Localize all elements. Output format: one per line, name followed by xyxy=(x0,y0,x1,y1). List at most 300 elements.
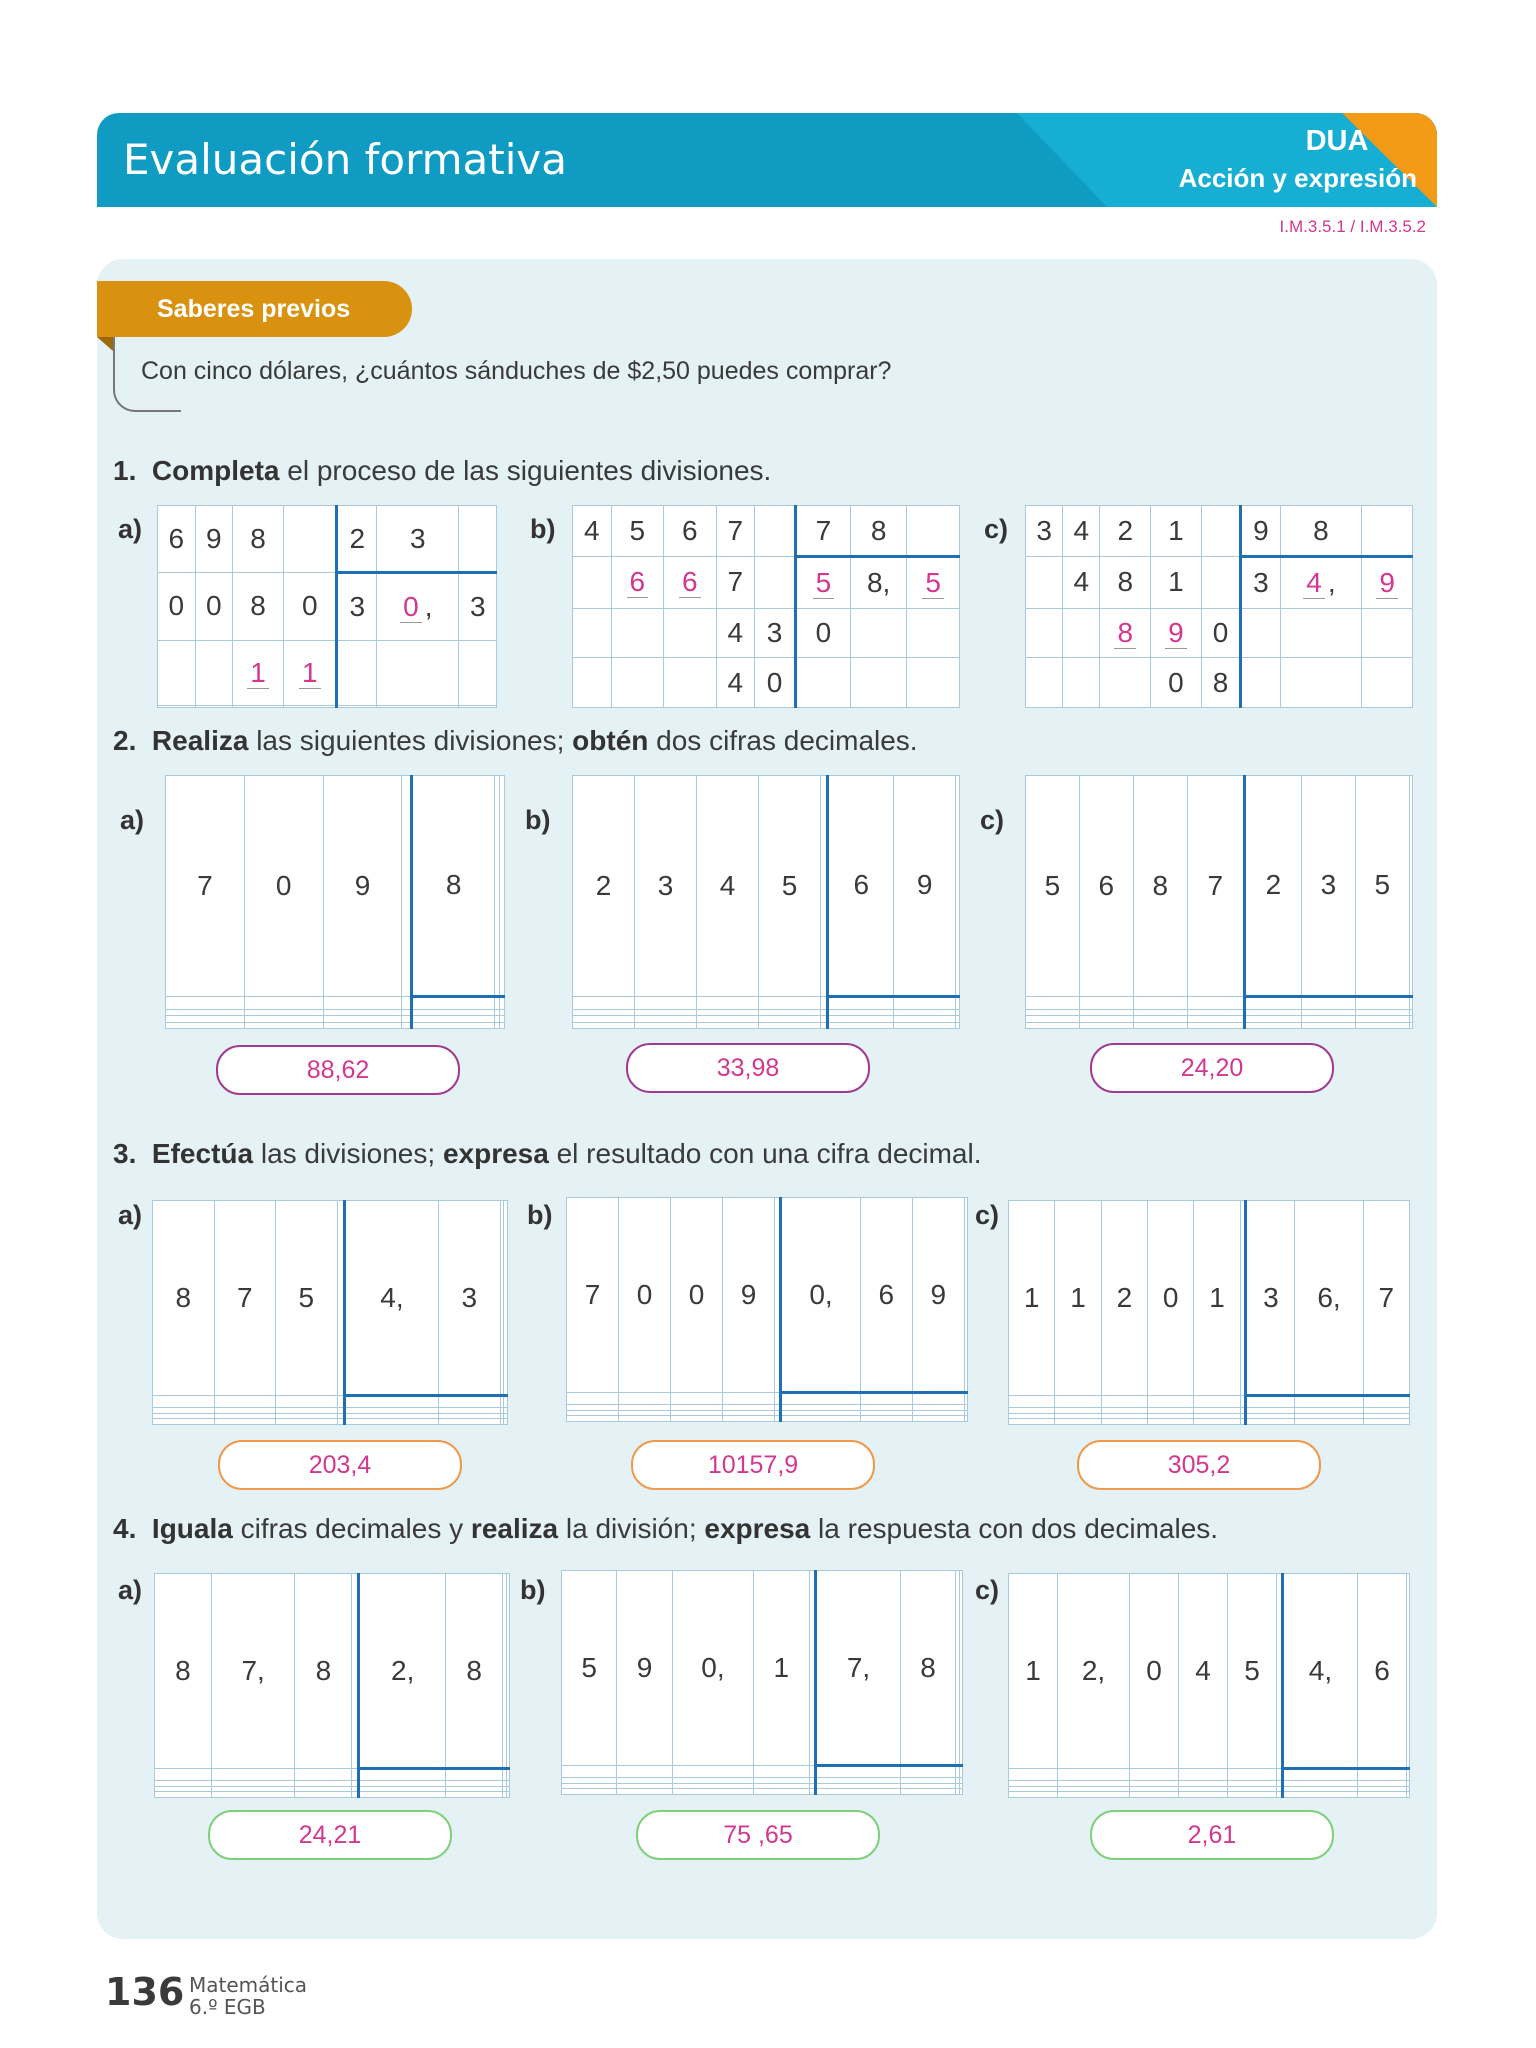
grid-cell xyxy=(411,996,495,1009)
grid-cell xyxy=(459,640,497,705)
grid-cell: 1 xyxy=(1009,1201,1055,1396)
division-grid-4b xyxy=(561,1570,963,1795)
grid-cell xyxy=(1148,1396,1194,1407)
q4-answer-a: 24,21 xyxy=(208,1810,452,1860)
grid-cell: 8 xyxy=(446,1574,503,1769)
grid-cell xyxy=(1130,1792,1179,1798)
grid-cell xyxy=(611,658,664,708)
grid-cell: 8 xyxy=(1280,506,1362,557)
subject-info xyxy=(189,1974,307,2018)
grid-cell xyxy=(1362,506,1413,557)
grid-cell xyxy=(672,1766,753,1777)
grid-cell xyxy=(567,1393,619,1404)
grid-row xyxy=(166,776,505,997)
question-2 xyxy=(113,725,918,757)
grid-cell xyxy=(244,1022,323,1029)
tab-fold xyxy=(97,337,113,351)
grid-cell: 7, xyxy=(816,1571,901,1766)
grid-cell xyxy=(611,557,664,608)
grid-cell xyxy=(1009,1792,1058,1798)
grid-cell: 0 xyxy=(244,776,323,997)
grid-cell xyxy=(1409,776,1412,997)
grid-cell: 5 xyxy=(562,1571,617,1766)
grid-cell xyxy=(900,1766,955,1777)
q2-bold-2: obtén xyxy=(572,725,649,756)
grid-cell xyxy=(912,1416,964,1422)
grid-row xyxy=(1026,776,1413,997)
grid-cell xyxy=(359,1769,446,1780)
previos-question: Con cinco dólares, ¿cuántos sánduches de $2,50 puedes comprar? xyxy=(141,357,892,385)
grid-cell: 0 xyxy=(1201,608,1240,658)
grid-cell xyxy=(233,640,284,705)
grid-cell: 9 xyxy=(617,1571,672,1766)
grid-cell: 1 xyxy=(1009,1574,1058,1769)
grid-cell: 8 xyxy=(153,1201,215,1396)
grid-cell xyxy=(506,1769,510,1780)
grid-cell xyxy=(759,1022,821,1029)
grid-cell: 7, xyxy=(211,1574,295,1769)
grid-cell xyxy=(323,1022,402,1029)
grid-cell xyxy=(755,506,796,557)
grid-cell xyxy=(1009,1419,1055,1425)
answer-digit: 9 xyxy=(1376,567,1398,599)
grid-cell: 4 xyxy=(1179,1574,1228,1769)
grid-cell: 4 xyxy=(716,658,755,708)
grid-cell xyxy=(337,640,377,705)
grid-cell xyxy=(1280,658,1362,708)
grid-cell xyxy=(1406,1769,1409,1780)
grid-cell xyxy=(500,1022,505,1029)
grid-cell xyxy=(195,640,233,705)
grid-cell: 4 xyxy=(573,506,612,557)
grid-cell xyxy=(1406,1574,1409,1769)
grid-cell: 7 xyxy=(1363,1201,1409,1396)
grid-cell xyxy=(619,1393,671,1404)
grid-cell xyxy=(344,1396,438,1407)
grid-cell xyxy=(1228,1792,1277,1798)
q4-text-3: la respuesta con dos decimales. xyxy=(810,1513,1219,1544)
grid-cell xyxy=(337,706,377,708)
grid-cell xyxy=(446,1769,503,1780)
grid-cell xyxy=(1244,1022,1301,1029)
grid-row xyxy=(1026,996,1413,1009)
q4-bold-1: Iguala xyxy=(151,1513,233,1544)
dua-label: DUA xyxy=(1305,125,1369,157)
grid-cell: 7 xyxy=(214,1201,276,1396)
grid-row xyxy=(562,1789,963,1795)
q3-label-a: a) xyxy=(118,1200,143,1230)
q3-answer-a: 203,4 xyxy=(218,1440,462,1490)
grid-cell xyxy=(211,1769,295,1780)
grid-cell xyxy=(504,1419,508,1425)
q3-answer-c: 305,2 xyxy=(1077,1440,1321,1490)
grid-cell: 0 xyxy=(1148,1201,1194,1396)
answer-digit: 8 xyxy=(1114,617,1136,649)
grid-cell xyxy=(900,1789,955,1795)
division-grid-1c xyxy=(1025,505,1413,708)
grid-cell xyxy=(276,1396,338,1407)
grid-row xyxy=(1026,1022,1413,1029)
q4-text-2: la división; xyxy=(558,1513,705,1544)
grid-cell: 3 xyxy=(1241,557,1280,608)
grid-cell xyxy=(860,1393,912,1404)
grid-cell xyxy=(573,658,612,708)
grid-cell xyxy=(155,1769,212,1780)
grid-cell: 8, xyxy=(850,557,907,608)
grid-cell xyxy=(158,640,196,705)
grid-cell xyxy=(672,1789,753,1795)
answer-digit: 1 xyxy=(247,657,269,689)
grid-cell xyxy=(754,1766,809,1777)
grid-cell xyxy=(1179,1792,1228,1798)
question-3 xyxy=(113,1138,982,1170)
grid-cell: 1 xyxy=(1151,506,1202,557)
grid-cell: 1 xyxy=(754,1571,809,1766)
grid-cell: 9 xyxy=(1241,506,1280,557)
q2-bold-1: Realiza xyxy=(151,725,249,756)
grid-cell: 8 xyxy=(1201,658,1240,708)
grid-cell: 9 xyxy=(195,506,233,573)
grid-cell xyxy=(244,996,323,1009)
grid-cell xyxy=(1187,996,1244,1009)
grid-cell xyxy=(617,1766,672,1777)
grade-name: 6.º EGB xyxy=(189,1995,266,2019)
grid-cell: 7 xyxy=(716,506,755,557)
grid-cell: 8 xyxy=(850,506,907,557)
q3-answer-b: 10157,9 xyxy=(631,1440,875,1490)
answer-digit: 6 xyxy=(679,566,701,598)
grid-cell xyxy=(195,706,233,708)
grid-cell xyxy=(664,608,717,658)
dua-subtitle: Acción y expresión xyxy=(1178,163,1417,193)
grid-row xyxy=(158,706,497,708)
q2-label-b: b) xyxy=(525,805,551,835)
division-grid-1b xyxy=(572,505,960,708)
q2-text-2: dos cifras decimales. xyxy=(648,725,918,756)
grid-cell xyxy=(1055,1396,1101,1407)
q4-label-b: b) xyxy=(520,1575,546,1605)
grid-cell xyxy=(1357,1792,1406,1798)
grid-cell: 2 xyxy=(1101,1201,1147,1396)
grid-cell xyxy=(377,706,459,708)
grid-cell: 6 xyxy=(1357,1574,1406,1769)
grid-row xyxy=(562,1571,963,1766)
grid-row xyxy=(567,1198,968,1393)
grid-cell xyxy=(214,1419,276,1425)
grid-cell xyxy=(697,996,759,1009)
q4-text-1: cifras decimales y xyxy=(232,1513,471,1544)
grid-cell xyxy=(964,1416,967,1422)
grid-cell xyxy=(1194,1396,1240,1407)
grid-cell xyxy=(1409,1022,1412,1029)
grid-cell xyxy=(664,557,717,608)
grid-cell: 5 xyxy=(1228,1574,1277,1769)
grid-cell xyxy=(402,1022,412,1029)
grid-cell xyxy=(504,1201,508,1396)
grid-cell xyxy=(809,1571,816,1766)
q3-label-c: c) xyxy=(975,1200,1000,1230)
grid-cell xyxy=(1130,1769,1179,1780)
grid-cell xyxy=(617,1789,672,1795)
grid-cell xyxy=(344,1419,438,1425)
grid-cell: 4 xyxy=(1063,557,1100,608)
grid-cell xyxy=(1282,1769,1357,1780)
grid-cell: 5 xyxy=(611,506,664,557)
grid-cell: 5 xyxy=(276,1201,338,1396)
page-number: 136 xyxy=(105,1970,185,2014)
grid-cell xyxy=(500,776,505,997)
grid-cell xyxy=(402,996,412,1009)
grid-cell xyxy=(850,658,907,708)
q3-bold-2: expresa xyxy=(442,1138,549,1169)
grid-cell: 0 xyxy=(619,1198,671,1393)
grid-cell xyxy=(506,1574,510,1769)
grid-cell xyxy=(233,706,284,708)
q4-bold-2: realiza xyxy=(470,1513,559,1544)
q4-number: 4. xyxy=(113,1513,137,1544)
grid-row xyxy=(158,640,497,705)
question-1 xyxy=(113,455,771,487)
grid-cell xyxy=(956,996,960,1009)
grid-cell xyxy=(1301,1022,1355,1029)
grid-cell: 3 xyxy=(439,1201,501,1396)
grid-row xyxy=(1009,1396,1410,1407)
grid-cell: 5 xyxy=(1355,776,1409,997)
grid-cell xyxy=(1363,1419,1409,1425)
grid-cell: 0 xyxy=(1151,658,1202,708)
grid-cell xyxy=(1201,557,1240,608)
grid-row xyxy=(1009,1201,1410,1396)
grid-cell xyxy=(1026,608,1063,658)
grid-cell xyxy=(352,1792,359,1798)
grid-cell: 6 xyxy=(860,1198,912,1393)
grid-cell: 7 xyxy=(795,506,850,557)
grid-cell: 9 xyxy=(323,776,402,997)
grid-cell xyxy=(377,640,459,705)
grid-cell xyxy=(1079,1022,1133,1029)
grid-cell xyxy=(562,1789,617,1795)
grid-cell: 3 xyxy=(635,776,697,997)
grid-cell xyxy=(956,776,960,997)
grid-row xyxy=(166,1022,505,1029)
grid-cell xyxy=(1063,608,1100,658)
grid-cell xyxy=(1228,1769,1277,1780)
grid-cell xyxy=(1026,1022,1080,1029)
grid-cell: 3 xyxy=(1301,776,1355,997)
grid-cell: 2, xyxy=(359,1574,446,1769)
grid-cell: 0 xyxy=(158,573,196,640)
grid-cell: 2, xyxy=(1058,1574,1130,1769)
grid-cell xyxy=(1246,1396,1295,1407)
grid-row xyxy=(1026,506,1413,557)
q3-text-2: el resultado con una cifra decimal. xyxy=(548,1138,982,1169)
grid-cell xyxy=(284,506,337,573)
grid-cell xyxy=(795,658,850,708)
grid-cell: 4 xyxy=(697,776,759,997)
grid-cell: 1 xyxy=(1055,1201,1101,1396)
q2-label-c: c) xyxy=(980,805,1005,835)
grid-cell xyxy=(153,1419,215,1425)
division-grid-4c xyxy=(1008,1573,1410,1798)
grid-cell xyxy=(1362,557,1413,608)
grid-row xyxy=(573,506,960,557)
grid-cell: 3 xyxy=(459,573,497,640)
grid-cell xyxy=(781,1393,861,1404)
grid-row xyxy=(158,573,497,640)
grid-row xyxy=(573,658,960,708)
grid-cell: 9 xyxy=(723,1198,775,1393)
division-grid-4a xyxy=(154,1573,510,1798)
grid-cell xyxy=(1355,1022,1409,1029)
grid-cell: 6 xyxy=(664,506,717,557)
grid-cell xyxy=(894,1022,956,1029)
q3-text-1: las divisiones; xyxy=(253,1138,443,1169)
grid-cell xyxy=(1187,1022,1244,1029)
grid-cell xyxy=(1301,996,1355,1009)
grid-cell xyxy=(377,573,459,640)
grid-cell: 7 xyxy=(1187,776,1244,997)
grid-cell: 0 xyxy=(284,573,337,640)
grid-row xyxy=(1026,608,1413,658)
grid-cell xyxy=(1009,1769,1058,1780)
answer-digit: 9 xyxy=(1165,617,1187,649)
grid-cell: 9 xyxy=(894,776,956,997)
grid-cell xyxy=(1063,658,1100,708)
grid-cell xyxy=(562,1766,617,1777)
grid-cell: 0 xyxy=(1130,1574,1179,1769)
grid-cell xyxy=(1357,1769,1406,1780)
q4-bold-3: expresa xyxy=(704,1513,811,1544)
grid-cell xyxy=(723,1393,775,1404)
grid-cell xyxy=(821,776,828,997)
grid-cell: 3 xyxy=(337,573,377,640)
grid-cell xyxy=(166,1022,245,1029)
grid-cell: 4 xyxy=(716,608,755,658)
division-grid-2b xyxy=(572,775,960,1029)
grid-cell xyxy=(907,557,960,608)
grid-cell xyxy=(1409,996,1412,1009)
grid-cell: 3 xyxy=(377,506,459,573)
grid-cell: 8 xyxy=(900,1571,955,1766)
q2-number: 2. xyxy=(113,725,137,756)
division-grid-3b xyxy=(566,1197,968,1422)
q2-text-1: las siguientes divisiones; xyxy=(248,725,573,756)
grid-cell: 0 xyxy=(755,658,796,708)
grid-cell xyxy=(754,1789,809,1795)
grid-cell: 4 xyxy=(1063,506,1100,557)
grid-cell xyxy=(635,1022,697,1029)
grid-cell xyxy=(1079,996,1133,1009)
grid-cell xyxy=(1100,658,1151,708)
grid-cell xyxy=(1295,1419,1363,1425)
grid-cell xyxy=(573,557,612,608)
q3-label-b: b) xyxy=(527,1200,553,1230)
division-grid-3c xyxy=(1008,1200,1410,1425)
grid-cell xyxy=(959,1571,962,1766)
grid-row xyxy=(573,557,960,608)
grid-cell xyxy=(284,640,337,705)
section-header xyxy=(97,113,1437,207)
grid-cell xyxy=(439,1419,501,1425)
grid-cell xyxy=(352,1769,359,1780)
q4-answer-c: 2,61 xyxy=(1090,1810,1334,1860)
grid-cell xyxy=(504,1396,508,1407)
grid-cell xyxy=(850,608,907,658)
grid-cell xyxy=(1241,658,1280,708)
grid-row xyxy=(1026,658,1413,708)
grid-cell xyxy=(959,1789,962,1795)
grid-cell xyxy=(1179,1769,1228,1780)
division-grid-3a xyxy=(152,1200,508,1425)
grid-row xyxy=(573,1022,960,1029)
grid-cell xyxy=(1026,557,1063,608)
grid-cell: 3 xyxy=(1026,506,1063,557)
grid-row xyxy=(573,608,960,658)
grid-cell: 7 xyxy=(567,1198,619,1393)
page-title: Evaluación formativa xyxy=(123,135,567,184)
grid-cell xyxy=(907,658,960,708)
grid-cell xyxy=(635,996,697,1009)
q1-bold: Completa xyxy=(151,455,280,486)
grid-row xyxy=(155,1792,510,1798)
grid-cell: 2 xyxy=(1100,506,1151,557)
grid-cell xyxy=(337,1201,344,1396)
decimal-comma: , xyxy=(1327,566,1336,598)
grid-row xyxy=(166,996,505,1009)
grid-cell xyxy=(1009,1396,1055,1407)
grid-cell xyxy=(959,1766,962,1777)
grid-cell xyxy=(1362,608,1413,658)
q4-answer-b: 75 ,65 xyxy=(636,1810,880,1860)
grid-row xyxy=(573,776,960,997)
q1-label-b: b) xyxy=(530,514,556,544)
answer-digit: 5 xyxy=(922,567,944,599)
grid-cell xyxy=(1280,557,1362,608)
grid-cell xyxy=(1148,1419,1194,1425)
grid-cell xyxy=(671,1393,723,1404)
grid-cell xyxy=(411,1022,495,1029)
grid-cell xyxy=(276,1419,338,1425)
grid-cell xyxy=(1133,1022,1187,1029)
question-4 xyxy=(113,1513,1218,1545)
q1-number: 1. xyxy=(113,455,137,486)
grid-row xyxy=(1009,1419,1410,1425)
division-grid-2c xyxy=(1025,775,1413,1029)
grid-cell: 7 xyxy=(716,557,755,608)
grid-cell: 0, xyxy=(672,1571,753,1766)
grid-row xyxy=(1009,1792,1410,1798)
grid-cell xyxy=(158,706,196,708)
grid-cell xyxy=(439,1396,501,1407)
indicators: I.M.3.5.1 / I.M.3.5.2 xyxy=(1279,217,1426,236)
grid-cell xyxy=(828,1022,894,1029)
grid-row xyxy=(155,1769,510,1780)
grid-cell: 2 xyxy=(1244,776,1301,997)
q3-number: 3. xyxy=(113,1138,137,1169)
grid-cell xyxy=(211,1792,295,1798)
answer-digit: 0 xyxy=(400,591,422,623)
grid-cell xyxy=(573,996,635,1009)
grid-cell xyxy=(155,1792,212,1798)
q1-text: el proceso de las siguientes divisiones. xyxy=(279,455,772,486)
grid-cell: 0 xyxy=(671,1198,723,1393)
grid-cell xyxy=(166,996,245,1009)
grid-cell xyxy=(323,996,402,1009)
grid-cell: 0 xyxy=(795,608,850,658)
grid-cell xyxy=(1363,1396,1409,1407)
grid-cell xyxy=(1055,1419,1101,1425)
grid-row xyxy=(158,506,497,573)
